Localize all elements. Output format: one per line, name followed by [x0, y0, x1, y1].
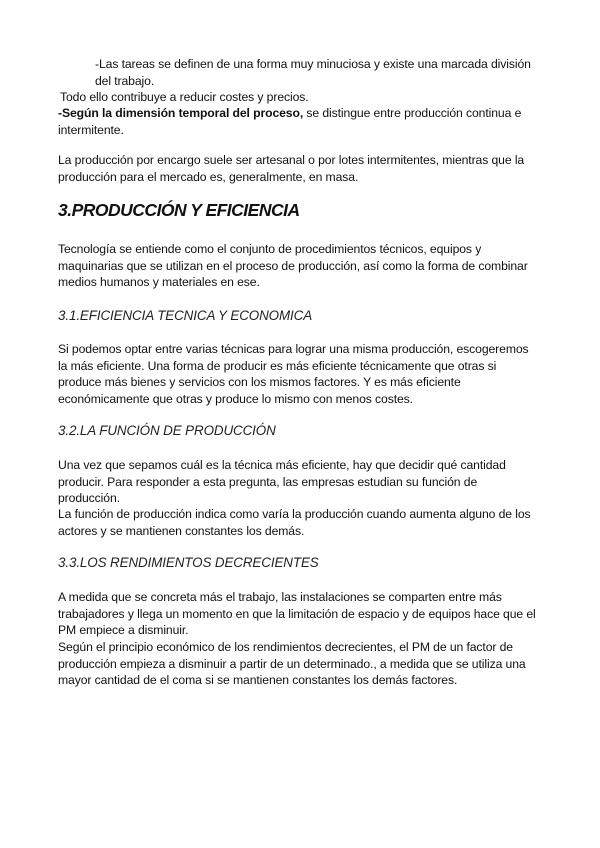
section-3-1-heading: 3.1.EFICIENCIA TECNICA Y ECONOMICA [58, 308, 313, 323]
temporal-dimension-bold: -Según la dimensión temporal del proceso, [58, 106, 304, 120]
diminishing-returns-paragraph-2: Según el principio económico de los rendimientos decrecientes, el PM de un factor de producción empieza a disminuir a partir de un determinado., a medida que se utiliza una mayor cantidad de el coma si se mantienen constantes los demás factores. [58, 640, 526, 687]
temporal-dimension-paragraph [58, 105, 533, 138]
section-3-3-heading: 3.3.LOS RENDIMIENTOS DECRECIENTES [58, 555, 319, 570]
diminishing-returns-paragraph-1: A medida que se concreta más el trabajo, las instalaciones se comparten entre más trabajadores y llega un momento en que la limitación de espacio y de equipos hace que el PM empiece a disminuir. [58, 590, 536, 637]
production-function-paragraph-1: Una vez que sepamos cuál es la técnica más eficiente, hay que decidir qué cantidad producir. Para responder a esta pregunta, las empresas estudian su función de producción. [58, 458, 506, 505]
section-3-heading: 3.PRODUCCIÓN Y EFICIENCIA [58, 200, 300, 220]
costs-line: Todo ello contribuye a reducir costes y precios. [60, 90, 309, 104]
production-order-paragraph: La producción por encargo suele ser artesanal o por lotes intermitentes, mientras que la producción para el mercado es, generalmente, en masa. [58, 153, 525, 184]
production-function-paragraph-2: La función de producción indica como varía la producción cuando aumenta alguno de los actores y se mantienen constantes los demás. [58, 507, 531, 538]
temporal-dimension-rest: se distingue entre producción continua e intermitente. [58, 106, 522, 137]
bullet-task-division: -Las tareas se definen de una forma muy minuciosa y existe una marcada división del trabajo. [95, 57, 531, 88]
efficiency-paragraph: Si podemos optar entre varias técnicas para lograr una misma producción, escogeremos la más eficiente. Una forma de producir es más eficiente técnicamente que otras si produce más bienes y servicios con los mismos factores. Y es más eficiente económicamente que otras y produce lo mismo con menos costes. [58, 342, 529, 406]
technology-paragraph: Tecnología se entiende como el conjunto de procedimientos técnicos, equipos y maquinarias que se utilizan en el proceso de producción, así como la forma de combinar medios humanos y materiales en ese. [58, 242, 528, 289]
section-3-2-heading: 3.2.LA FUNCIÓN DE PRODUCCIÓN [58, 423, 276, 438]
